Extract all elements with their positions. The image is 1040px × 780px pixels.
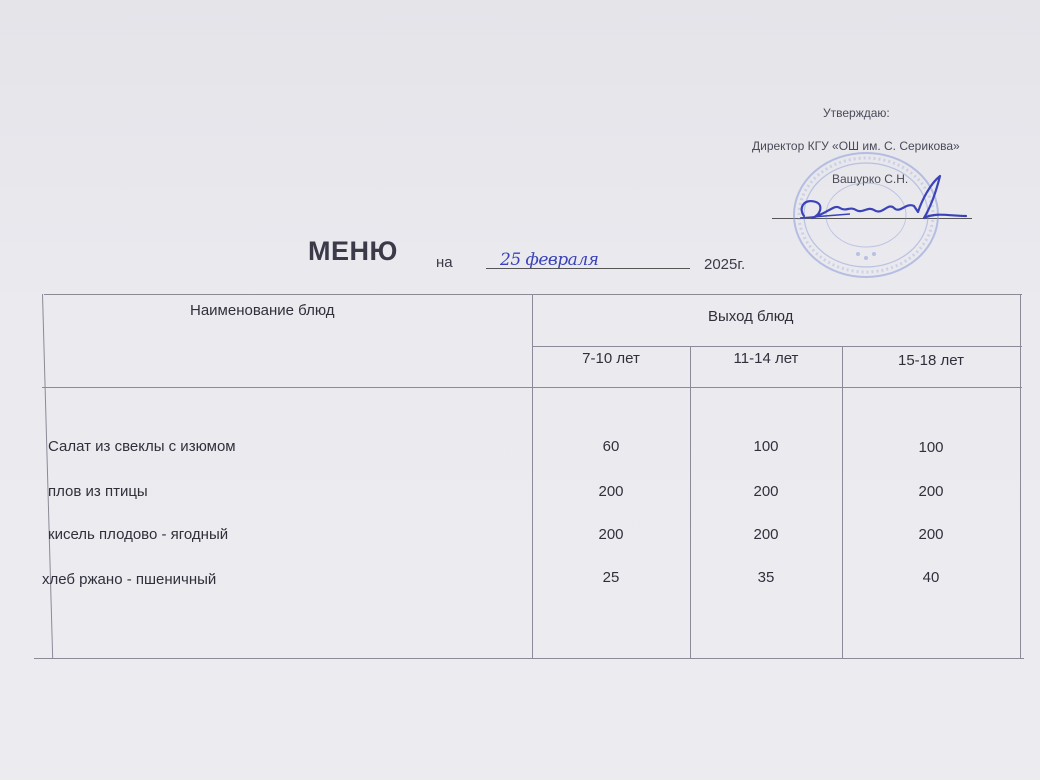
row-value: 200 bbox=[918, 526, 944, 543]
approval-position: Директор КГУ «ОШ им. С. Серикова» bbox=[752, 139, 960, 153]
table-border-left bbox=[42, 294, 53, 658]
table-border-top bbox=[44, 294, 1022, 295]
dish-name: кисель плодово - ягодный bbox=[48, 526, 229, 543]
header-dish: Наименование блюд bbox=[190, 302, 335, 319]
page-title: МЕНЮ bbox=[308, 236, 398, 266]
table-border-bottom bbox=[34, 658, 1024, 659]
row-value: 25 bbox=[602, 569, 620, 586]
row-value: 200 bbox=[598, 526, 624, 543]
row-value: 60 bbox=[602, 438, 620, 455]
row-value: 200 bbox=[753, 526, 779, 543]
year-label: 2025г. bbox=[704, 256, 746, 273]
age-group-2: 11-14 лет bbox=[733, 350, 799, 367]
col-divider-1 bbox=[532, 294, 533, 658]
col-divider-2 bbox=[690, 346, 691, 658]
menu-table bbox=[34, 294, 1024, 660]
row-value: 100 bbox=[918, 439, 944, 456]
row-value: 100 bbox=[753, 438, 779, 455]
row-value: 200 bbox=[753, 483, 779, 500]
table-border-right bbox=[1020, 294, 1021, 658]
signature bbox=[790, 172, 970, 232]
col-divider-3 bbox=[842, 346, 843, 658]
row-value: 35 bbox=[757, 569, 775, 586]
age-separator bbox=[532, 346, 1022, 347]
row-value: 200 bbox=[598, 483, 624, 500]
row-value: 40 bbox=[922, 569, 940, 586]
age-group-3: 15-18 лет bbox=[898, 352, 964, 369]
dish-name: хлеб ржано - пшеничный bbox=[42, 571, 217, 588]
handwritten-date: 25 февраля bbox=[500, 250, 599, 270]
title-preposition: на bbox=[436, 254, 453, 271]
header-output: Выход блюд bbox=[708, 308, 794, 325]
dish-name: плов из птицы bbox=[48, 483, 148, 500]
approval-heading: Утверждаю: bbox=[823, 106, 890, 120]
age-group-1: 7-10 лет bbox=[582, 350, 640, 367]
row-value: 200 bbox=[918, 483, 944, 500]
dish-name: Салат из свеклы с изюмом bbox=[48, 438, 236, 455]
approval-name: Вашурко С.Н. bbox=[832, 172, 909, 186]
date-underline bbox=[486, 268, 690, 269]
